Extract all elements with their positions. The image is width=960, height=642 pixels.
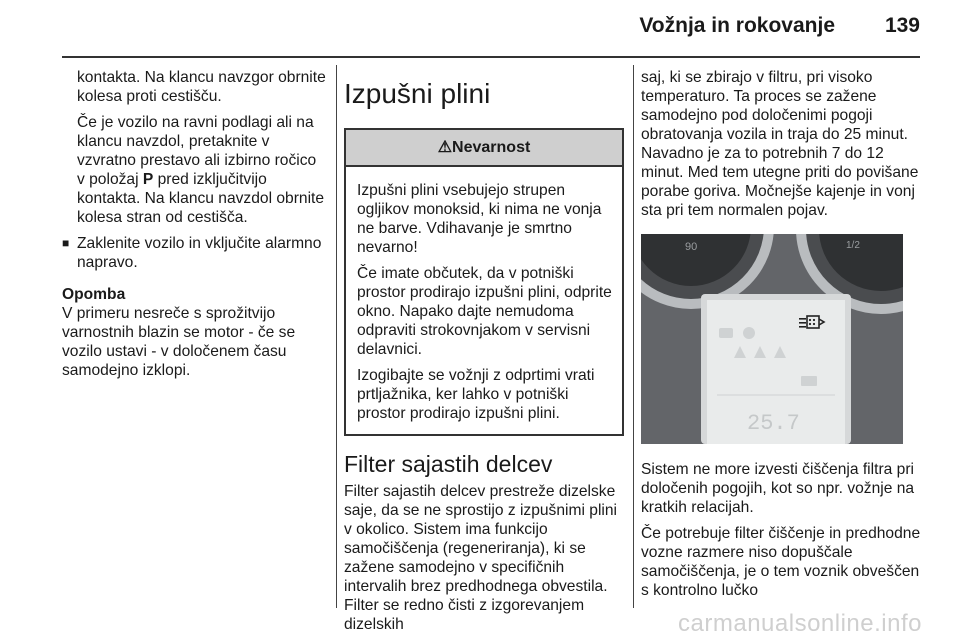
display-reading: 25.7 — [747, 411, 800, 436]
paragraph: Filter sajastih delcev prestreže dizelske saje, da se ne sprostijo z izpušnimi plini v okolico. Sistem ima funkcijo samočiščenja (regeneriranja), ki se zažene samodejno v specifičnih intervalih brez predhodnega obvestila. Filter se redno čisti z izgorevanjem dizelskih — [344, 483, 618, 633]
note-label: Opomba — [62, 286, 126, 303]
heading-exhaust-gases: Izpušni plini — [344, 78, 491, 109]
column-right — [641, 68, 923, 607]
instrument-cluster-photo — [641, 234, 903, 444]
paragraph: Če potrebuje filter čiščenje in predhodne vozne razmere niso dopuščale samočiščenja, je o tem voznik obveščen s kontrolno lučko — [641, 525, 921, 599]
gauge-right-label: 1/2 — [846, 240, 860, 251]
heading-particle-filter: Filter sajastih delcev — [344, 451, 553, 477]
warning-paragraph: Če imate občutek, da v potniški prostor prodirajo izpušni plini, odprite okno. Napako dajte nemudoma odpraviti strokovnjakom v servisni delavnici. — [357, 265, 612, 358]
note-text: V primeru nesreče s sprožitvijo varnostnih blazin se motor - če se vozilo ustavi - v določenem času samodejno izklopi. — [62, 305, 296, 379]
warning-paragraph: Izogibajte se vožnji z odprtimi vrati prtljažnika, ker lahko v potniški prostor prodirajo izpušni plini. — [357, 367, 595, 422]
instrument-cluster-illustration — [641, 234, 903, 444]
warning-paragraph: Izpušni plini vsebujejo strupen ogljikov monoksid, ki nima ne vonja ne barve. Vdihavanje je smrtno nevarno! — [357, 182, 602, 256]
gauge-left-label: 90 — [685, 241, 698, 253]
warning-label: Nevarnost — [452, 139, 531, 156]
page-number: 139 — [884, 14, 920, 37]
warning-triangle-icon: ⚠ — [437, 139, 453, 156]
column-divider-2 — [633, 65, 634, 608]
paragraph: saj, ki se zbirajo v filtru, pri visoko temperaturo. Ta proces se zažene samodejno pod določenimi pogoji obratovanja vozila in traja do 25 minut. Navadno je za to potrebnih 7 do 12 minut. Med tem utegne priti do povišane porabe goriva. Močnejše kajenje in vonj sta pri tem normalen pojav. — [641, 69, 919, 219]
watermark: carmanualsonline.info — [678, 610, 922, 637]
warning-box — [344, 128, 624, 436]
column-divider-1 — [336, 65, 337, 608]
section-title: Vožnja in rokovanje — [639, 14, 835, 37]
paragraph: Sistem ne more izvesti čiščenja filtra pri določenih pogojih, kot so npr. vožnje na kratkih relacijah. — [641, 461, 915, 516]
column-middle — [344, 68, 624, 641]
warning-body — [346, 167, 622, 434]
header-divider — [62, 56, 920, 58]
paragraph: kontakta. Na klancu navzgor obrnite kolesa proti cestišču. — [77, 69, 326, 105]
gear-p-label: P — [142, 171, 154, 188]
paragraph-park-position: Če je vozilo na ravni podlagi ali na klancu navzdol, pretaknite v vzvratno prestavo ali izbirno ročico v položaj P pred izključitvijo kontakta. Na klancu navzdol obrnite kolesa stran od cestišča. — [77, 114, 325, 226]
column-left — [62, 68, 327, 387]
warning-header — [346, 130, 622, 167]
bullet-item: ■ Zaklenite vozilo in vključite alarmno napravo. — [62, 234, 327, 272]
